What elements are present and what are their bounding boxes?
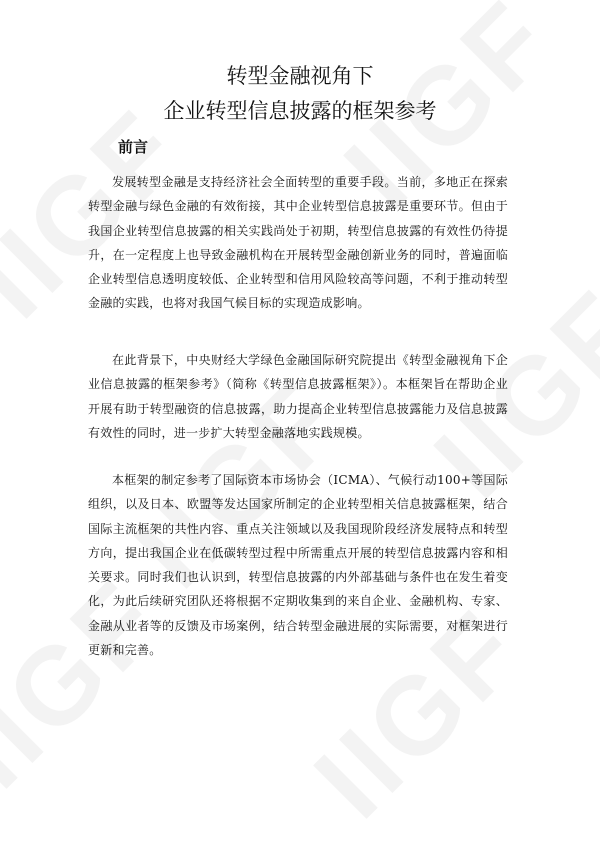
paragraph-3: 本框架的制定参考了国际资本市场协会（ICMA）、气候行动100+等国际组织，以及日本、欧盟等发达国家所制定的企业转型相关信息披露框架，结合国际主流框架的共性内容、重点关注领域以及我国现阶段经济发展特点和转型方向，提出我国企业在低碳转型过程中所需重点开展的转型信息披露内容和相关要求。同时我们也认识到，转型信息披露的内外部基础与条件也在发生着变化，为此后续研究团队还将根据不定期收集到的来自企业、金融机构、专家、金融从业者等的反馈及市场案例，结合转型金融进展的实际需要，对框架进行更新和完善。 [88, 473, 508, 658]
section-heading: 前言 [118, 138, 149, 156]
document-title-line-1: 转型金融视角下 [226, 64, 374, 88]
document-title-line-2: 企业转型信息披露的框架参考 [163, 99, 437, 123]
paragraph-2: 在此背景下，中央财经大学绿色金融国际研究院提出《转型金融视角下企业信息披露的框架参考》（简称《转型信息披露框架》）。本框架旨在帮助企业开展有助于转型融资的信息披露，助力提高企业转型信息披露能力及信息披露有效性的同时，进一步扩大转型金融落地实践规模。 [88, 353, 508, 440]
paragraph-1: 发展转型金融是支持经济社会全面转型的重要手段。当前，多地正在探索转型金融与绿色金融的有效衔接，其中企业转型信息披露是重要环节。但由于我国企业转型信息披露的相关实践尚处于初期，转型信息披露的有效性仍待提升，在一定程度上也导致金融机构在开展转型金融创新业务的同时，普遍面临企业转型信息透明度较低、企业转型和信用风险较高等问题，不利于推动转型金融的实践，也将对我国气候目标的实现造成影响。 [88, 175, 508, 311]
